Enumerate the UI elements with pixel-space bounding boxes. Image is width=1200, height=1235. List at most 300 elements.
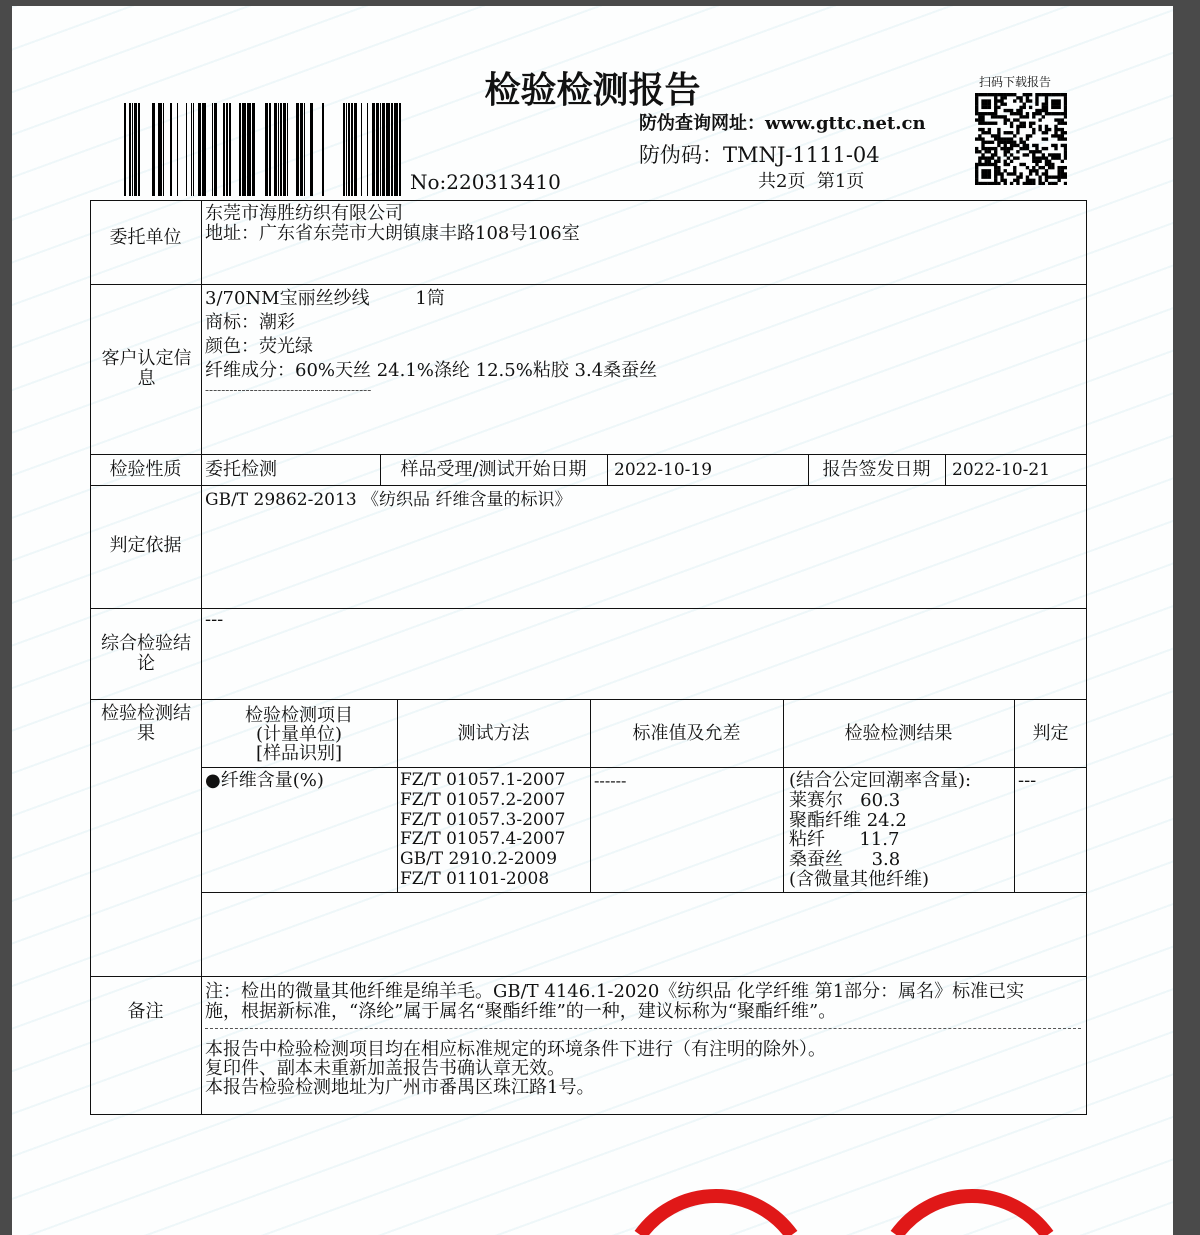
qr-module <box>1042 166 1045 169</box>
qr-module <box>985 156 988 159</box>
qr-module <box>1045 109 1048 112</box>
qr-module <box>1051 144 1054 147</box>
qr-module <box>1045 103 1048 106</box>
qr-module <box>1057 134 1060 137</box>
barcode-bar <box>343 103 345 196</box>
qr-module <box>1010 141 1013 144</box>
start-date: 2022-10-19 <box>614 460 713 480</box>
header-standard: 标准值及允差 <box>632 723 741 744</box>
qr-module <box>1057 128 1060 131</box>
qr-module <box>1057 172 1060 175</box>
client-name: 东莞市海胜纺织有限公司 <box>205 203 403 224</box>
qr-module <box>1064 156 1067 159</box>
qr-module <box>1026 166 1029 169</box>
qr-module <box>1004 93 1007 96</box>
header-item: 检验检测项目 (计量单位) [样品识别] <box>245 704 353 764</box>
qr-module <box>994 175 997 178</box>
qr-module <box>1061 175 1064 178</box>
test-methods: FZ/T 01057.1-2007 FZ/T 01057.2-2007 FZ/T 01057.3-2007 FZ/T 01057.4-2007 GB/T 2910.2-2009 FZ/T 01101-2008 <box>400 770 566 889</box>
qr-module <box>1057 99 1060 102</box>
qr-module <box>1038 175 1041 178</box>
qr-module <box>981 115 984 118</box>
qr-module <box>1000 96 1003 99</box>
quality-stamp <box>867 1184 1077 1235</box>
qr-module <box>1013 134 1016 137</box>
qr-module <box>1004 163 1007 166</box>
barcode-bar <box>242 103 246 196</box>
qr-module <box>1057 93 1060 96</box>
qr-module <box>1026 182 1029 185</box>
qr-module <box>1045 137 1048 140</box>
qr-module <box>997 137 1000 140</box>
qr-module <box>981 122 984 125</box>
qr-module <box>1000 179 1003 182</box>
qr-module <box>1035 99 1038 102</box>
qr-module <box>1000 141 1003 144</box>
qr-module <box>1023 182 1026 185</box>
qr-module <box>1007 163 1010 166</box>
qr-module <box>1032 179 1035 182</box>
test-result: (结合公定回潮率含量): 莱赛尔 60.3 聚酯纤维 24.2 粘纤 11.7 桑蚕丝 3.8 (含微量其他纤维) <box>789 770 972 890</box>
qr-module <box>1013 118 1016 121</box>
qr-module <box>1035 172 1038 175</box>
qr-module <box>981 103 984 106</box>
qr-module <box>1051 93 1054 96</box>
barcode-bar <box>265 103 268 196</box>
qr-module <box>1016 156 1019 159</box>
qr-module <box>1061 169 1064 172</box>
qr-module <box>1064 153 1067 156</box>
qr-module <box>1054 93 1057 96</box>
qr-module <box>1007 118 1010 121</box>
qr-module <box>1064 182 1067 185</box>
barcode-bar <box>382 103 385 196</box>
qr-module <box>1038 182 1041 185</box>
qr-module <box>975 118 978 121</box>
scan-label: 扫码下载报告 <box>979 75 1052 89</box>
qr-module <box>994 115 997 118</box>
qr-module <box>1064 122 1067 125</box>
qr-module <box>985 141 988 144</box>
qr-module <box>1042 153 1045 156</box>
qr-module <box>1048 182 1051 185</box>
qr-module <box>1061 131 1064 134</box>
qr-module <box>1045 93 1048 96</box>
start-date-label: 样品受理/测试开始日期 <box>400 459 587 480</box>
barcode-bar <box>124 103 126 196</box>
qr-module <box>1016 96 1019 99</box>
qr-code <box>975 93 1067 185</box>
qr-module <box>994 166 997 169</box>
qr-module <box>988 131 991 134</box>
qr-module <box>1016 118 1019 121</box>
barcode-bar <box>163 103 164 196</box>
qr-module <box>1010 109 1013 112</box>
qr-module <box>1061 134 1064 137</box>
basis-text: GB/T 29862-2013 《纺织品 纤维含量的标识》 <box>205 490 572 510</box>
qr-module <box>981 147 984 150</box>
qr-module <box>1000 172 1003 175</box>
qr-module <box>1013 99 1016 102</box>
qr-module <box>1042 106 1045 109</box>
qr-module <box>1035 147 1038 150</box>
qr-module <box>1064 96 1067 99</box>
qr-module <box>1054 144 1057 147</box>
qr-module <box>1026 175 1029 178</box>
qr-module <box>1016 125 1019 128</box>
qr-module <box>1051 166 1054 169</box>
qr-module <box>991 141 994 144</box>
barcode-bar <box>229 103 231 196</box>
qr-module <box>1038 125 1041 128</box>
qr-module <box>1019 122 1022 125</box>
qr-module <box>1032 122 1035 125</box>
qr-module <box>1057 179 1060 182</box>
barcode-bar <box>252 103 255 196</box>
qr-module <box>994 93 997 96</box>
qr-module <box>1032 112 1035 115</box>
qr-module <box>1000 175 1003 178</box>
qr-module <box>1057 118 1060 121</box>
qr-module <box>1032 169 1035 172</box>
barcode-bar <box>372 103 375 196</box>
qr-module <box>1045 175 1048 178</box>
qr-module <box>981 137 984 140</box>
qr-module <box>1038 112 1041 115</box>
qr-module <box>1004 147 1007 150</box>
qr-module <box>988 103 991 106</box>
qr-module <box>1023 106 1026 109</box>
qr-module <box>994 153 997 156</box>
certification-stamp <box>611 1184 821 1235</box>
qr-module <box>1045 96 1048 99</box>
qr-module <box>991 115 994 118</box>
qr-module <box>1042 115 1045 118</box>
qr-module <box>1010 131 1013 134</box>
qr-module <box>997 115 1000 118</box>
item-fiber-content: ●纤维含量(%) <box>205 770 324 791</box>
remarks-label: 备注 <box>127 1001 164 1022</box>
qr-module <box>1042 182 1045 185</box>
qr-module <box>1029 179 1032 182</box>
qr-module <box>978 122 981 125</box>
qr-module <box>1045 112 1048 115</box>
barcode-bar <box>226 103 228 196</box>
qr-module <box>978 134 981 137</box>
qr-module <box>1023 93 1026 96</box>
qr-module <box>994 112 997 115</box>
qr-module <box>1019 115 1022 118</box>
qr-module <box>1054 125 1057 128</box>
qr-module <box>1013 144 1016 147</box>
qr-module <box>1010 125 1013 128</box>
report-title: 检验检测报告 <box>484 69 701 111</box>
qr-module <box>1004 131 1007 134</box>
barcode-bar <box>152 103 155 196</box>
qr-module <box>1038 93 1041 96</box>
qr-module <box>1035 93 1038 96</box>
qr-module <box>1051 99 1054 102</box>
qr-module <box>994 99 997 102</box>
qr-module <box>997 106 1000 109</box>
page-count: 共2页 第1页 <box>758 171 865 192</box>
qr-module <box>1048 153 1051 156</box>
barcode-bar <box>399 103 401 196</box>
qr-module <box>994 179 997 182</box>
qr-module <box>1016 179 1019 182</box>
qr-module <box>1016 131 1019 134</box>
barcode-bar <box>280 103 282 196</box>
barcode-bar <box>380 103 381 196</box>
qr-module <box>981 172 984 175</box>
barcode-bar <box>354 103 357 196</box>
qr-module <box>975 96 978 99</box>
qr-module <box>1019 106 1022 109</box>
qr-module <box>1054 99 1057 102</box>
qr-module <box>985 169 988 172</box>
barcode-bar <box>391 103 393 196</box>
qr-module <box>1035 109 1038 112</box>
qr-module <box>981 93 984 96</box>
qr-module <box>1026 112 1029 115</box>
qr-module <box>1045 163 1048 166</box>
qr-module <box>1057 112 1060 115</box>
qr-module <box>997 166 1000 169</box>
qr-module <box>985 122 988 125</box>
qr-module <box>1007 93 1010 96</box>
qr-module <box>1007 150 1010 153</box>
qr-module <box>1010 160 1013 163</box>
qr-module <box>1064 131 1067 134</box>
qr-module <box>1004 150 1007 153</box>
qr-module <box>1064 166 1067 169</box>
qr-module <box>1026 144 1029 147</box>
qr-module <box>1057 153 1060 156</box>
qr-module <box>1029 134 1032 137</box>
conclusion-text: --- <box>205 609 224 630</box>
qr-module <box>975 103 978 106</box>
qr-module <box>1032 153 1035 156</box>
qr-module <box>1051 106 1054 109</box>
qr-module <box>1000 103 1003 106</box>
divider-line: ----------------------------------------- <box>205 383 372 397</box>
barcode-bar <box>191 103 192 196</box>
qr-module <box>997 93 1000 96</box>
qr-module <box>1057 137 1060 140</box>
qr-module <box>1023 153 1026 156</box>
qr-module <box>1061 118 1064 121</box>
qr-module <box>1057 166 1060 169</box>
qr-module <box>1048 175 1051 178</box>
qr-module <box>975 172 978 175</box>
qr-module <box>1061 128 1064 131</box>
barcode-bar <box>239 103 241 196</box>
qr-module <box>997 160 1000 163</box>
qr-module <box>985 150 988 153</box>
qr-module <box>1035 150 1038 153</box>
qr-module <box>975 93 978 96</box>
qr-module <box>1019 125 1022 128</box>
qr-module <box>1010 144 1013 147</box>
qr-module <box>1013 93 1016 96</box>
qr-module <box>991 156 994 159</box>
qr-module <box>985 131 988 134</box>
qr-module <box>1054 182 1057 185</box>
qr-module <box>1019 163 1022 166</box>
qr-module <box>1007 172 1010 175</box>
qr-module <box>1038 156 1041 159</box>
qr-module <box>981 131 984 134</box>
barcode-bar <box>376 103 379 196</box>
barcode-bar <box>247 103 251 196</box>
qr-module <box>1048 166 1051 169</box>
qr-module <box>975 99 978 102</box>
qr-module <box>1048 128 1051 131</box>
barcode-bar <box>300 103 303 196</box>
barcode-bar <box>283 103 286 196</box>
qr-module <box>981 175 984 178</box>
qr-module <box>1026 147 1029 150</box>
qr-module <box>985 106 988 109</box>
qr-module <box>1010 147 1013 150</box>
qr-module <box>1026 96 1029 99</box>
qr-module <box>1023 103 1026 106</box>
barcode-bar <box>322 103 324 196</box>
qr-module <box>1061 112 1064 115</box>
barcode-bar <box>346 103 347 196</box>
qr-module <box>994 160 997 163</box>
barcode <box>124 103 404 196</box>
qr-module <box>1019 172 1022 175</box>
qr-module <box>988 160 991 163</box>
qr-module <box>1064 99 1067 102</box>
qr-module <box>1019 137 1022 140</box>
qr-module <box>1007 131 1010 134</box>
qr-module <box>1051 175 1054 178</box>
qr-module <box>988 156 991 159</box>
customer-info <box>205 287 657 397</box>
qr-module <box>1029 172 1032 175</box>
qr-module <box>1057 103 1060 106</box>
qr-module <box>994 147 997 150</box>
qr-module <box>988 147 991 150</box>
qr-module <box>991 147 994 150</box>
qr-module <box>1054 118 1057 121</box>
qr-module <box>975 179 978 182</box>
qr-module <box>1038 118 1041 121</box>
anti-fake-code: 防伪码：TMNJ-1111-04 <box>639 143 880 167</box>
qr-module <box>1038 160 1041 163</box>
qr-module <box>981 144 984 147</box>
qr-module <box>991 153 994 156</box>
qr-module <box>981 169 984 172</box>
qr-module <box>1035 144 1038 147</box>
qr-module <box>1007 109 1010 112</box>
qr-module <box>1023 163 1026 166</box>
qr-module <box>1051 153 1054 156</box>
qr-module <box>994 172 997 175</box>
qr-module <box>1023 144 1026 147</box>
qr-module <box>1057 169 1060 172</box>
qr-module <box>985 163 988 166</box>
qr-module <box>1019 99 1022 102</box>
barcode-bar <box>296 103 299 196</box>
qr-module <box>1038 166 1041 169</box>
qr-module <box>1035 112 1038 115</box>
qr-module <box>978 112 981 115</box>
qr-module <box>1016 128 1019 131</box>
barcode-bar <box>274 103 277 196</box>
qr-module <box>994 134 997 137</box>
qr-module <box>1064 109 1067 112</box>
qr-module <box>1061 137 1064 140</box>
qr-module <box>1013 112 1016 115</box>
judgement: --- <box>1018 770 1037 791</box>
qr-module <box>1038 128 1041 131</box>
qr-module <box>1000 115 1003 118</box>
qr-module <box>1004 122 1007 125</box>
qr-module <box>1045 156 1048 159</box>
barcode-bar <box>310 103 313 196</box>
qr-module <box>988 93 991 96</box>
qr-module <box>1064 150 1067 153</box>
qr-module <box>978 182 981 185</box>
barcode-bar <box>304 103 305 196</box>
qr-module <box>1010 172 1013 175</box>
qr-module <box>1016 182 1019 185</box>
trademark: 商标：潮彩 <box>205 312 295 333</box>
qr-module <box>1019 141 1022 144</box>
qr-module <box>1054 175 1057 178</box>
qr-module <box>981 118 984 121</box>
qr-module <box>1045 99 1048 102</box>
color: 颜色：荧光绿 <box>205 336 313 357</box>
qr-module <box>978 115 981 118</box>
qr-module <box>1029 169 1032 172</box>
qr-module <box>1004 160 1007 163</box>
qr-module <box>997 144 1000 147</box>
qr-module <box>1064 137 1067 140</box>
qr-module <box>981 163 984 166</box>
qr-module <box>1013 156 1016 159</box>
qr-module <box>1032 115 1035 118</box>
qr-module <box>1054 134 1057 137</box>
qr-module <box>978 137 981 140</box>
qr-module <box>994 122 997 125</box>
qr-module <box>975 147 978 150</box>
qr-module <box>975 137 978 140</box>
qr-module <box>981 141 984 144</box>
qr-module <box>1032 156 1035 159</box>
barcode-bar <box>132 103 133 196</box>
barcode-bar <box>386 103 390 196</box>
qr-module <box>1045 106 1048 109</box>
qr-module <box>1057 156 1060 159</box>
nature-value: 委托检测 <box>205 459 277 480</box>
barcode-bar <box>170 103 172 196</box>
qr-module <box>978 118 981 121</box>
barcode-bar <box>158 103 162 196</box>
qr-module <box>1064 93 1067 96</box>
qr-module <box>991 163 994 166</box>
qr-module <box>1051 103 1054 106</box>
qr-module <box>988 163 991 166</box>
barcode-bar <box>177 103 178 196</box>
report-number: No:220313410 <box>410 170 561 194</box>
qr-module <box>1026 137 1029 140</box>
qr-module <box>1048 163 1051 166</box>
qr-module <box>1004 179 1007 182</box>
